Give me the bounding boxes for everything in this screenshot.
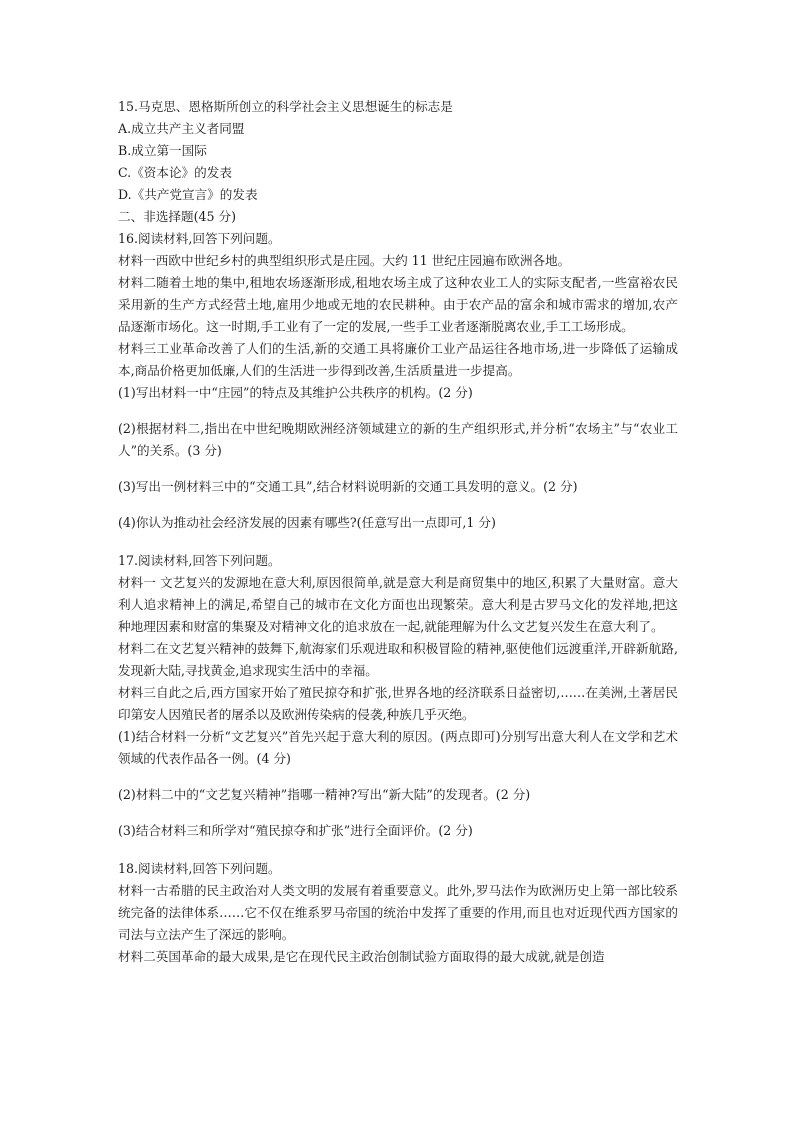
question-17-stem: 17.阅读材料,回答下列问题。 [118, 553, 281, 568]
answer-space [118, 842, 678, 858]
answer-space [118, 534, 678, 550]
answer-space [118, 806, 678, 820]
option-c: C.《资本论》的发表 [118, 165, 232, 180]
q17-sub-question-3: (3)结合材料三和所学对“殖民掠夺和扩张”进行全面评价。(2 分) [118, 823, 473, 838]
q17-sub-question-1: (1)结合材料一分析“文艺复兴”首先兴起于意大利的原因。(两点即可)分别写出意大利人在文学和艺术领域的代表作品各一例。(4 分) [118, 729, 678, 766]
q18-material-2: 材料二英国革命的最大成果,是它在现代民主政治创制试验方面取得的最大成就,就是创造 [118, 949, 605, 964]
answer-space [118, 498, 678, 512]
q18-material-1: 材料一古希腊的民主政治对人类文明的发展有着重要意义。此外,罗马法作为欧洲历史上第一部比较系统完备的法律体系……它不仅在维系罗马帝国的统治中发挥了重要的作用,而且也对近现代西方国家的司法与立法产生了深远的影响。 [118, 883, 678, 942]
q17-material-2: 材料二在文艺复兴精神的鼓舞下,航海家们乐观进取和积极冒险的精神,驱使他们远渡重洋,开辟新航路,发现新大陆,寻找黄金,追求现实生活中的幸福。 [118, 641, 678, 678]
answer-space [118, 770, 678, 784]
section-heading: 二、非选择题(45 分) [118, 209, 237, 224]
q16-material-3: 材料三工业革命改善了人们的生活,新的交通工具将廉价工业产品运往各地市场,进一步降低了运输成本,商品价格更加低廉,人们的生活进一步得到改善,生活质量进一步提高。 [118, 341, 678, 378]
q16-sub-question-2: (2)根据材料二,指出在中世纪晚期欧洲经济领域建立的新的生产组织形式,并分析“农场主”与“农业工人”的关系。(3 分) [118, 421, 678, 458]
q17-material-1: 材料一 文艺复兴的发源地在意大利,原因很简单,就是意大利是商贸集中的地区,积累了大量财富。意大利人追求精神上的满足,希望自己的城市在文化方面也出现繁荣。意大利是古罗马文化的发祥地,把这种地理因素和财富的集聚及对精神文化的追求放在一起,就能理解为什么文艺复兴发生在意大利了。 [118, 575, 678, 634]
answer-space [118, 404, 678, 418]
exam-page [118, 96, 678, 968]
option-d: D.《共产党宣言》的发表 [118, 187, 258, 202]
q16-sub-question-1: (1)写出材料一中“庄园”的特点及其维护公共秩序的机构。(2 分) [118, 385, 473, 400]
answer-space [118, 462, 678, 476]
q16-sub-question-3: (3)写出一例材料三中的“交通工具”,结合材料说明新的交通工具发明的意义。(2 分) [118, 479, 578, 494]
option-b: B.成立第一国际 [118, 143, 207, 158]
q17-sub-question-2: (2)材料二中的“文艺复兴精神”指哪一精神?写出“新大陆”的发现者。(2 分) [118, 787, 531, 802]
q16-material-2: 材料二随着土地的集中,租地农场逐渐形成,租地农场主成了这种农业工人的实际支配者,一些富裕农民采用新的生产方式经营土地,雇用少地或无地的农民耕种。由于农产品的富余和城市需求的增加,农产品逐渐市场化。这一时期,手工业有了一定的发展,一些手工业者逐渐脱离农业,手工工场形成。 [118, 275, 678, 334]
option-a: A.成立共产主义者同盟 [118, 121, 245, 136]
question-18-stem: 18.阅读材料,回答下列问题。 [118, 861, 281, 876]
q16-sub-question-4: (4)你认为推动社会经济发展的因素有哪些?(任意写出一点即可,1 分) [118, 515, 496, 530]
q16-material-1: 材料一西欧中世纪乡村的典型组织形式是庄园。大约 11 世纪庄园遍布欧洲各地。 [118, 253, 571, 268]
question-15-stem: 15.马克思、恩格斯所创立的科学社会主义思想诞生的标志是 [118, 99, 453, 114]
q17-material-3: 材料三自此之后,西方国家开始了殖民掠夺和扩张,世界各地的经济联系日益密切,……在美洲,土著居民印第安人因殖民者的屠杀以及欧洲传染病的侵袭,种族几乎灭绝。 [118, 685, 678, 722]
question-16-stem: 16.阅读材料,回答下列问题。 [118, 231, 281, 246]
